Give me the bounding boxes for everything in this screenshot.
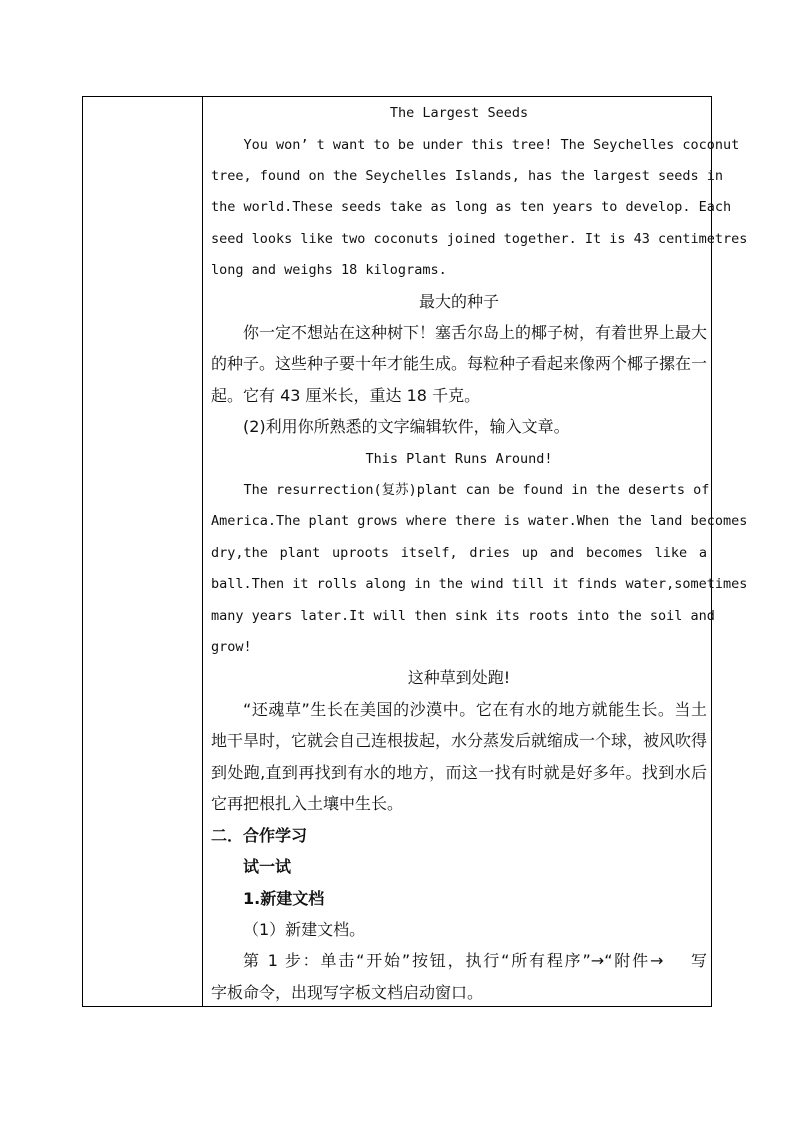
instruction-text: (2)利用你所熟悉的文字编辑软件，输入文章。 (243, 417, 570, 436)
section1-title: The Largest Seeds (389, 105, 529, 121)
section2-line: many years later.It will then sink its roots into the soil and (211, 608, 715, 624)
section1-zh-line: 起。它有 43 厘米长，重达 18 千克。 (211, 386, 481, 405)
subheading-new-document: （1）新建文档。 (243, 920, 366, 939)
section1-line: You won’ t want to be under this tree! The Seychelles coconut (211, 137, 740, 153)
heading-try-it: 试一试 (243, 857, 292, 876)
table-frame (82, 96, 748, 1007)
section1-line: the world.These seeds take as long as ten years to develop. Each (211, 199, 732, 215)
section2-line: grow! (211, 639, 252, 655)
section2-line: dry,the plant uproots itself, dries up and becomes like a (211, 545, 707, 561)
section1-zh-title: 最大的种子 (418, 292, 499, 311)
section2-zh-line: “还魂草”生长在美国的沙漠中。它在有水的地方就能生长。当土 (243, 700, 707, 719)
section2-zh-line: 它再把根扎入土壤中生长。 (211, 794, 404, 813)
section2-title: This Plant Runs Around! (365, 451, 553, 467)
section2-line: America.The plant grows where there is water.When the land becomes (211, 513, 748, 529)
section1-zh-line: 你一定不想站在这种树下！塞舌尔岛上的椰子树，有着世界上最大 (243, 323, 708, 342)
section2-zh-title: 这种草到处跑! (407, 668, 511, 687)
step1-line: 第 1 步：单击“开始”按钮，执行“所有程序”→“附件→ 写 (243, 951, 707, 970)
heading-new-document: 1.新建文档 (243, 889, 325, 908)
heading-cooperative-learning: 二．合作学习 (211, 826, 308, 845)
section2-zh-line: 到处跑,直到再找到有水的地方，而这一找有时就是好多年。找到水后 (211, 763, 707, 782)
section1-zh-line: 的种子。这些种子要十年才能生成。每粒种子看起来像两个椰子摞在一 (211, 354, 708, 373)
section1-line: tree, found on the Seychelles Islands, has the largest seeds in (211, 168, 724, 184)
step1-line: 字板命令，出现写字板文档启动窗口。 (211, 983, 484, 1002)
section1-line: seed looks like two coconuts joined together. It is 43 centimetres (211, 231, 748, 247)
section2-line: The resurrection(复苏)plant can be found in the deserts of (211, 482, 710, 498)
section2-zh-line: 地干旱时，它就会自己连根拔起，水分蒸发后就缩成一个球，被风吹得 (211, 731, 708, 750)
section2-line: ball.Then it rolls along in the wind till it finds water,sometimes (211, 576, 748, 592)
table-left-column (83, 97, 203, 1006)
section1-line: long and weighs 18 kilograms. (211, 262, 447, 278)
